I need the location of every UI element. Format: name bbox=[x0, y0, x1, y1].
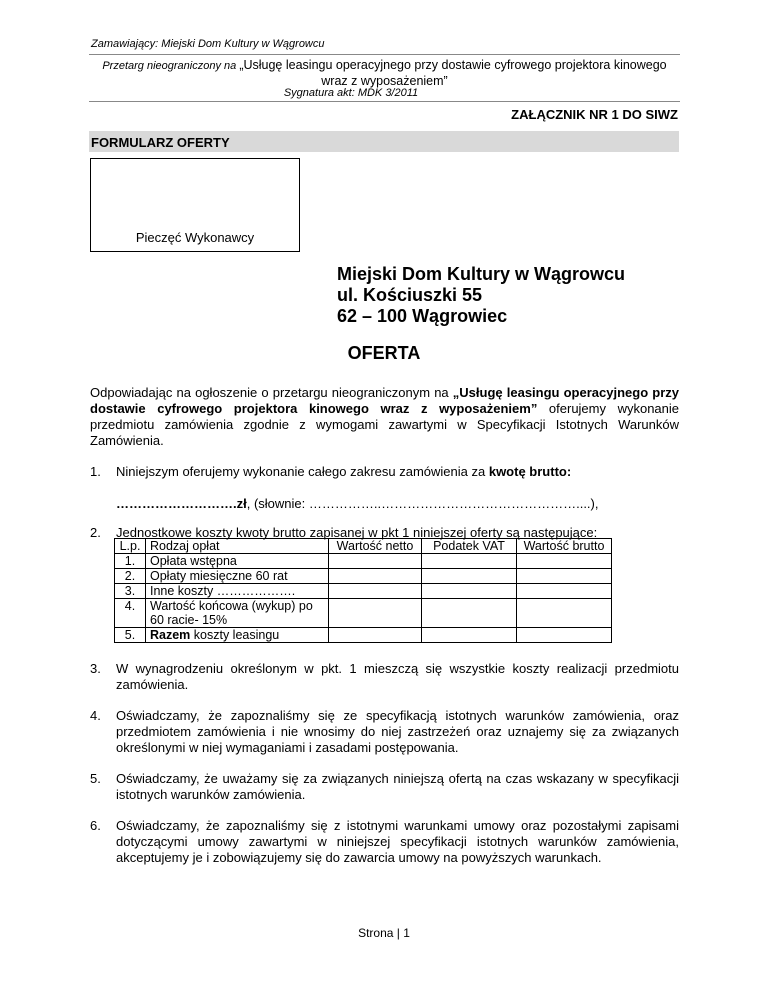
intro-text: Odpowiadając na ogłoszenie o przetargu nieograniczonym na bbox=[90, 385, 453, 400]
item-number: 3. bbox=[90, 661, 101, 676]
intro-bold-title: „Usługę leasingu operacyjnego przy dostawie cyfrowego projektora kinowego wraz z wyposażeniem” bbox=[90, 385, 679, 416]
cell-brutto bbox=[517, 554, 612, 569]
form-title: FORMULARZ OFERTY bbox=[91, 135, 230, 150]
address-line: ul. Kościuszki 55 bbox=[337, 285, 483, 305]
col-header: L.p. bbox=[115, 539, 146, 554]
cell-vat bbox=[422, 599, 517, 628]
cell-brutto bbox=[517, 628, 612, 643]
row-lp: 5. bbox=[115, 628, 146, 643]
item-number: 4. bbox=[90, 708, 101, 723]
col-header: Rodzaj opłat bbox=[146, 539, 329, 554]
table-row bbox=[115, 599, 612, 628]
cell-vat bbox=[422, 569, 517, 584]
row-label: Opłata wstępna bbox=[146, 554, 329, 569]
header-tender-prefix: Przetarg nieograniczony na bbox=[102, 60, 240, 72]
item-number: 2. bbox=[90, 525, 101, 540]
row-label: Opłaty miesięczne 60 rat bbox=[146, 569, 329, 584]
row-label-rest: koszty leasingu bbox=[190, 628, 280, 642]
address-line: 62 – 100 Wągrowiec bbox=[337, 306, 508, 326]
row-lp: 4. bbox=[115, 599, 146, 628]
item-number: 6. bbox=[90, 818, 101, 833]
document-title: OFERTA bbox=[347, 343, 421, 363]
stamp-label: Pieczęć Wykonawcy bbox=[135, 230, 255, 245]
offer-item-4 bbox=[90, 708, 679, 756]
row-lp: 3. bbox=[115, 584, 146, 599]
offer-item-5 bbox=[90, 771, 679, 803]
table-row bbox=[115, 628, 612, 643]
cell-netto bbox=[329, 569, 422, 584]
form-title-bar bbox=[89, 131, 679, 152]
page-footer: Strona | 1 bbox=[358, 926, 410, 940]
intro-paragraph bbox=[90, 385, 679, 449]
header-tender bbox=[91, 58, 678, 89]
recipient-address bbox=[337, 264, 625, 327]
offer-item-1 bbox=[90, 464, 679, 480]
row-label: Wartość końcowa (wykup) po 60 racie- 15% bbox=[146, 599, 329, 628]
offer-item-3 bbox=[90, 661, 679, 693]
cell-vat bbox=[422, 554, 517, 569]
cell-netto bbox=[329, 628, 422, 643]
amount-in-words: , (słownie: ……………..………………………………………....), bbox=[246, 496, 599, 511]
attachment-label: ZAŁĄCZNIK NR 1 DO SIWZ bbox=[511, 107, 678, 122]
cell-brutto bbox=[517, 584, 612, 599]
offer-item-6 bbox=[90, 818, 679, 866]
address-line: Miejski Dom Kultury w Wągrowcu bbox=[337, 264, 626, 284]
row-label-bold: Razem bbox=[150, 628, 191, 642]
item-text: Niniejszym oferujemy wykonanie całego zakresu zamówienia za bbox=[116, 464, 489, 479]
header-tender-title: „Usługę leasingu operacyjnego przy dostawie cyfrowego projektora kinowego wraz z wyposażeniem” bbox=[239, 58, 667, 88]
cell-vat bbox=[422, 584, 517, 599]
cell-netto bbox=[329, 554, 422, 569]
intro-text: oferujemy wykonanie przedmiotu zamówienia zgodnie z wymogami zawartymi w Specyfikacji Istotnych Warunków Zamówienia. bbox=[90, 401, 680, 448]
cell-netto bbox=[329, 599, 422, 628]
table-row bbox=[115, 554, 612, 569]
row-lp: 1. bbox=[115, 554, 146, 569]
header-divider bbox=[89, 54, 680, 55]
item-text: Oświadczamy, że zapoznaliśmy się ze specyfikacją istotnych warunków zamówienia, oraz przedmiotem zamówienia i nie wnosimy do niej zastrzeżeń oraz uznajemy się za związanych określonymi w niej wymaganiami i zasadami postępowania. bbox=[116, 708, 679, 755]
item-number: 5. bbox=[90, 771, 101, 786]
amount-brutto: ……………………….zł bbox=[116, 496, 247, 511]
row-label: Inne koszty ………………. bbox=[146, 584, 329, 599]
table-header-row bbox=[115, 539, 612, 554]
header-signature: Sygnatura akt: MDK 3/2011 bbox=[283, 87, 419, 99]
table-row bbox=[115, 584, 612, 599]
col-header: Podatek VAT bbox=[422, 539, 517, 554]
item-text: W wynagrodzeniu określonym w pkt. 1 mieszczą się wszystkie koszty realizacji przedmiotu zamówienia. bbox=[116, 661, 679, 692]
col-header: Wartość netto bbox=[329, 539, 422, 554]
cell-brutto bbox=[517, 599, 612, 628]
cell-brutto bbox=[517, 569, 612, 584]
col-header: Wartość brutto bbox=[517, 539, 612, 554]
cell-netto bbox=[329, 584, 422, 599]
table-row bbox=[115, 569, 612, 584]
item-text: Jednostkowe koszty kwoty brutto zapisanej w pkt 1 niniejszej oferty są następujące: bbox=[116, 525, 598, 540]
cell-vat bbox=[422, 628, 517, 643]
cost-table bbox=[114, 538, 612, 643]
item-bold: kwotę brutto: bbox=[488, 464, 572, 479]
row-label bbox=[146, 628, 329, 643]
contractor-stamp-box bbox=[90, 158, 300, 252]
header-divider bbox=[89, 101, 680, 102]
item-text: Oświadczamy, że uważamy się za związanych niniejszą ofertą na czas wskazany w specyfikacji istotnych warunków zamówienia. bbox=[116, 771, 679, 802]
header-contracting: Zamawiający: Miejski Dom Kultury w Wągrowcu bbox=[91, 38, 325, 50]
item-text: Oświadczamy, że zapoznaliśmy się z istotnymi warunkami umowy oraz pozostałymi zapisami dotyczącymi umowy zawartymi w niniejszej specyfikacji istotnych warunków zamówienia, akceptujemy je i zobowiązujemy się do zawarcia umowy na powyższych warunkach. bbox=[116, 818, 679, 865]
item-number: 1. bbox=[90, 464, 101, 479]
row-lp: 2. bbox=[115, 569, 146, 584]
offer-amount-line bbox=[90, 496, 679, 512]
